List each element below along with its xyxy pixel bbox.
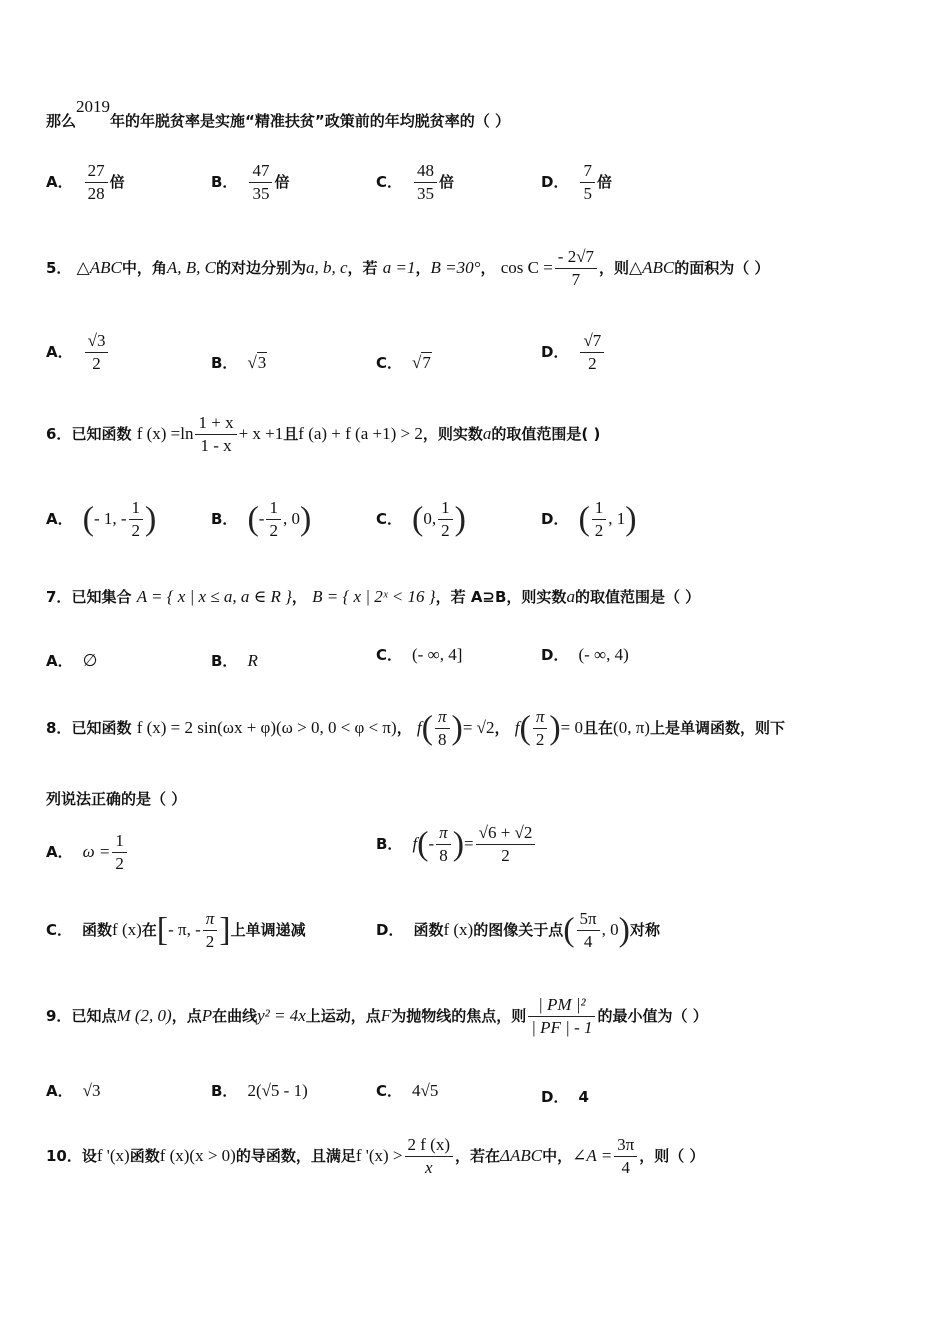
q4-stem: 那么2019年的年脱贫率是实施“精准扶贫”政策前的年均脱贫率的（ ） [46,97,510,130]
q4-option-a[interactable]: A． $\frac{27}{28}$ 倍 [46,161,125,203]
q8-option-c[interactable]: C． 函数f (x)在[- π, - $\frac{\pi}{2}$ ]上单调递减 [46,909,306,951]
q6-stem: 6．已知函数 f (x) =ln $\frac{1 + x}{1 - x}$ + x +1且f (a) + f (a +1) > 2，则实数a的取值范围是( ) [46,413,601,455]
q5-stem: 5． △ABC中，角A, B, C的对边分别为a, b, c，若 a =1，B =30°， cos C = $\frac{- 2√7}{7}$ ，则△ABC的面积为（ ） [46,247,770,289]
q8-option-d[interactable]: D． 函数f (x)的图像关于点( $\frac{5\pi}{4}$ , 0)对称 [376,909,660,951]
q4-year: 2019 [76,97,111,116]
q6-option-d[interactable]: D． ( $\frac{1}{2}$ , 1) [541,498,637,540]
q10-stem: 10．设f '(x)函数f (x)(x > 0)的导函数，且满足f '(x) > $\frac{2 f (x)}{x}$ ，若在ΔABC中，∠A = $\frac{3\pi}{4}$ ，则（ ） [46,1135,705,1177]
q9-stem: 9．已知点M (2, 0)，点P在曲线y² = 4x上运动，点F为抛物线的焦点，则 $\frac{\text{| PM |²}}{| PF | - 1}$ 的最小值为（ ） [46,995,708,1037]
q7-option-a[interactable]: A． ∅ [46,651,98,670]
set-a: A = { x | x ≤ a, a ∈ R } [136,587,292,606]
q6-option-b[interactable]: B． (- $\frac{1}{2}$ , 0) [211,498,312,540]
q7-option-c[interactable]: C． (- ∞, 4] [376,645,463,664]
q8-option-b[interactable]: B． f(- $\frac{\pi}{8}$ )= $\frac{√6 + √2}{2}$ [376,822,537,867]
q7-option-d[interactable]: D． (- ∞, 4) [541,645,629,664]
q8-stem-line2: 列说法正确的是（ ） [46,790,187,808]
q8-option-a[interactable]: A． ω = $\frac{1}{2}$ [46,830,129,875]
q9-option-b[interactable]: B． 2(√5 - 1) [211,1081,308,1100]
q7-option-b[interactable]: B． R [211,651,258,670]
q4-option-c[interactable]: C． $\frac{48}{35}$ 倍 [376,161,455,203]
q6-option-c[interactable]: C． (0, $\frac{1}{2}$ ) [376,498,466,540]
q5-option-a[interactable]: A． $\frac{√3}{2}$ [46,330,110,375]
q7-stem: 7．已知集合 A = { x | x ≤ a, a ∈ R }， B = { x | 2ˣ < 16 }，若 A⊇B，则实数a的取值范围是（ ） [46,587,701,606]
q4-option-b[interactable]: B． $\frac{47}{35}$ 倍 [211,161,290,203]
q5-option-b[interactable]: B． √3 [211,353,267,372]
q9-option-c[interactable]: C． 4√5 [376,1081,439,1100]
set-b: B = { x | 2ˣ < 16 } [312,587,436,606]
q6-option-a[interactable]: A． (- 1, - $\frac{1}{2}$ ) [46,498,157,540]
q5-option-c[interactable]: C． √7 [376,353,431,372]
q5-option-d[interactable]: D． $\frac{√7}{2}$ [541,330,606,375]
q8-stem: 8．已知函数 f (x) = 2 sin(ωx + φ)(ω > 0, 0 < φ < π)， f( $\frac{\pi}{8}$ )= √2， f( $\frac{\pi}{2}$ )= 0且在(0, π)上是单调函数，则下 [46,707,785,749]
q9-option-a[interactable]: A． √3 [46,1081,101,1100]
q4-option-d[interactable]: D． $\frac{7}{5}$ 倍 [541,161,612,203]
q9-option-d[interactable]: D． 4 [541,1088,589,1106]
